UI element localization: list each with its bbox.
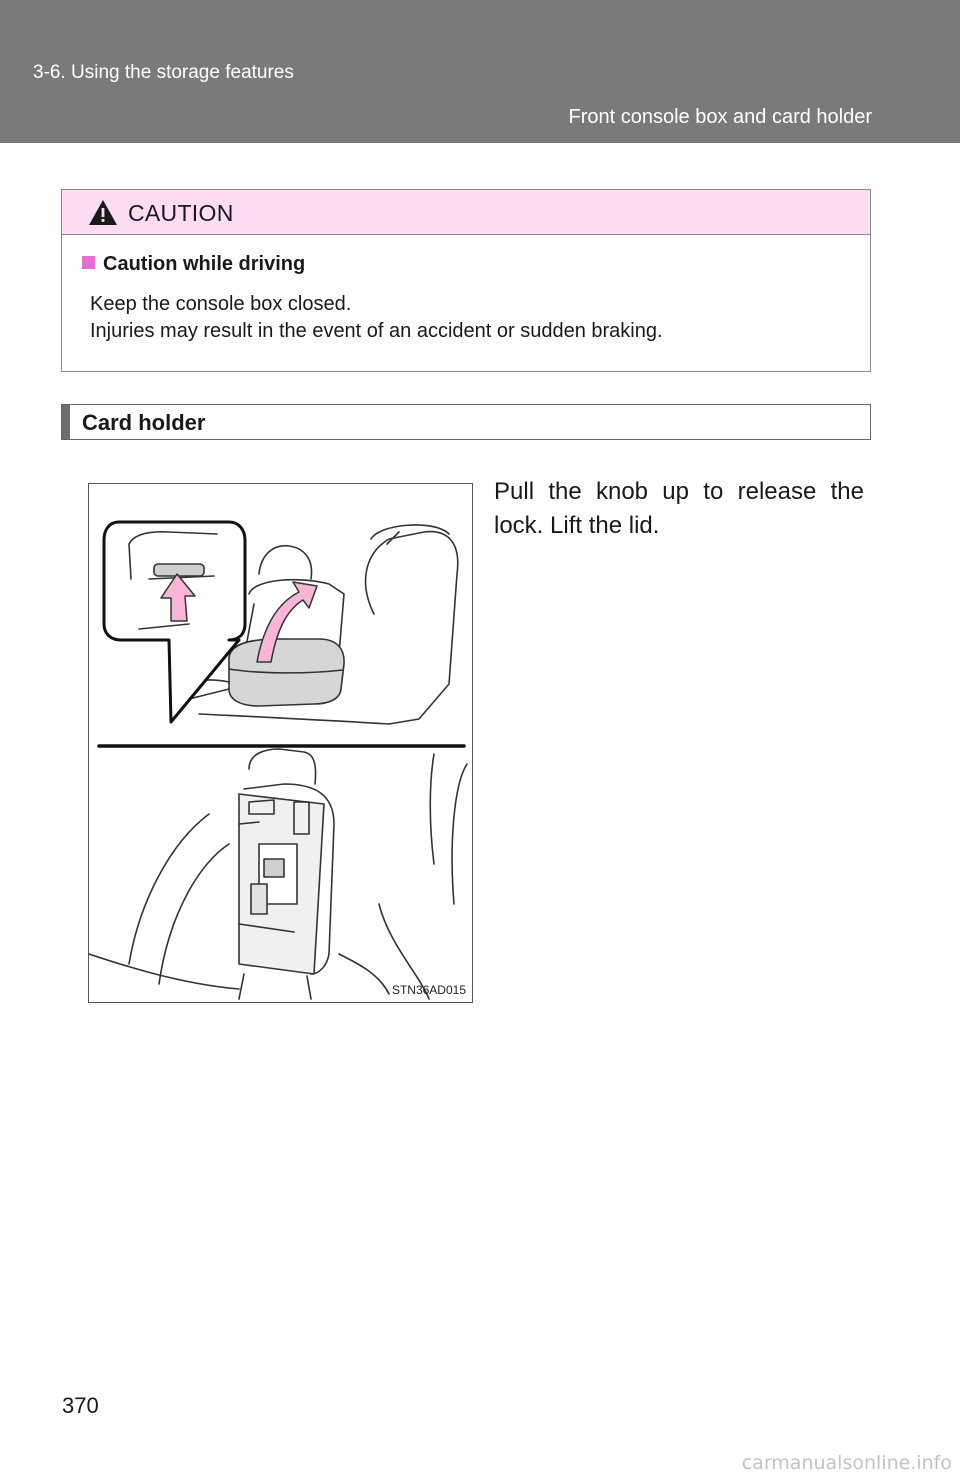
- caution-subheading: [82, 253, 305, 276]
- section-label: 3-6. Using the storage features: [33, 62, 294, 83]
- page-topic: Front console box and card holder: [568, 106, 872, 128]
- caution-line: Keep the console box closed.: [90, 293, 352, 315]
- card-holder-heading-text: Card holder: [82, 410, 206, 435]
- caution-body: [90, 291, 663, 345]
- header-band: [0, 0, 960, 143]
- illustration-drawing: [89, 484, 473, 1003]
- page-number: 370: [62, 1393, 99, 1418]
- figure-code: STN36AD015: [391, 983, 466, 997]
- watermark: carmanualsonline.info: [741, 1452, 952, 1474]
- caution-box: [61, 189, 871, 372]
- card-holder-illustration: [88, 483, 473, 1003]
- square-bullet-icon: [82, 256, 95, 269]
- warning-icon: [88, 199, 118, 226]
- caution-title: CAUTION: [128, 200, 234, 226]
- caution-subheading-text: Caution while driving: [103, 253, 306, 275]
- caution-line: Injuries may result in the event of an accident or sudden braking.: [90, 320, 663, 342]
- heading-bar: [62, 405, 70, 439]
- card-holder-instruction: Pull the knob up to release the lock. Lift the lid.: [494, 478, 864, 539]
- caution-header: [62, 190, 870, 235]
- card-holder-heading: [61, 404, 871, 440]
